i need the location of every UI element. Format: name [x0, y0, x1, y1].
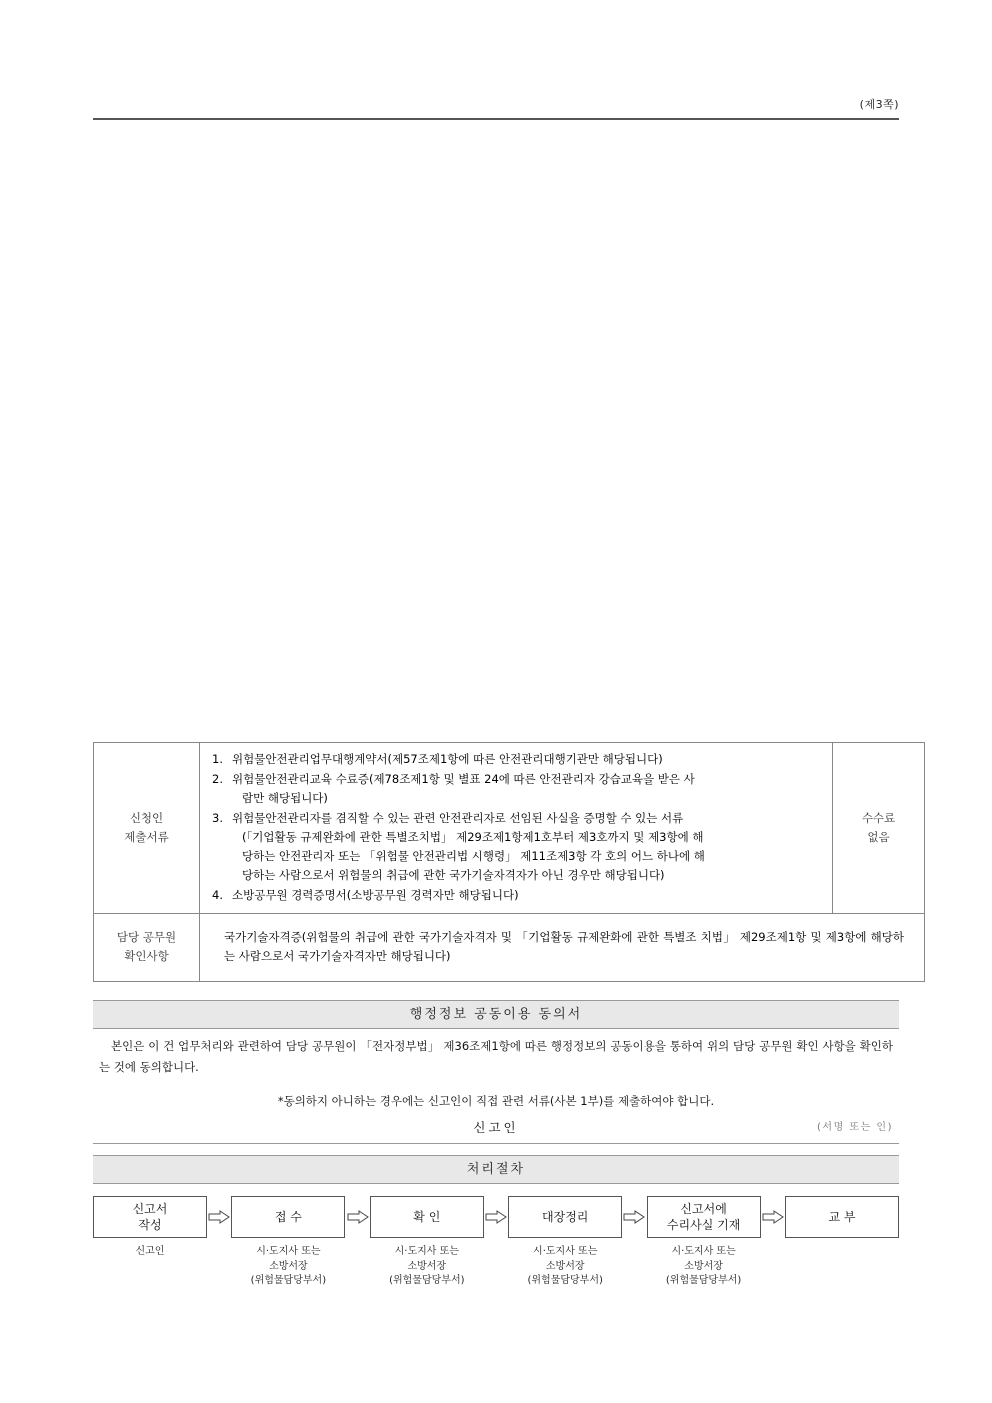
flow-box [508, 1196, 622, 1238]
list-item-text [232, 809, 822, 885]
applicant-documents-list [200, 743, 833, 914]
arrow-right-icon [484, 1196, 508, 1238]
flow-box [231, 1196, 345, 1238]
signer-label: 신고인 [473, 1119, 519, 1135]
flow-step-application [93, 1196, 207, 1260]
fee-value: 없음 [867, 829, 890, 844]
text-line: 국가기술자격증(위험물의 취급에 관한 국가기술자격자 및 「기업활동 규제완화에 관한 특별조 [224, 929, 697, 944]
flow-box [93, 1196, 207, 1238]
process-section-title: 처리절차 [93, 1155, 899, 1184]
signer-row [93, 1116, 899, 1138]
submission-documents-table [93, 742, 925, 982]
row-label-applicant-documents [94, 743, 200, 914]
list-item [212, 750, 822, 769]
flow-box-line: 수리사실 기재 [666, 1218, 741, 1232]
table-row-official-verification [94, 913, 925, 981]
list-item-number: 1. [212, 752, 223, 766]
top-divider [93, 118, 899, 120]
list-item-text [232, 886, 822, 905]
flow-box-line: 확 인 [413, 1209, 441, 1224]
text-line: 위험물안전관리교육 수료증(제78조제1항 및 별표 24에 따른 안전관리자 강습교육을 받은 사 [232, 771, 695, 786]
text-line: 람만 해당됩니다) [242, 790, 328, 805]
table-row-applicant-documents [94, 743, 925, 914]
flow-sub-line: (위험물담당부서) [665, 1275, 742, 1286]
signature-hint: (서명 또는 인) [817, 1121, 893, 1133]
official-verification-text [200, 913, 925, 981]
flow-box-line: 교 부 [828, 1209, 856, 1224]
flow-sub-line: 시·도지사 또는 [394, 1246, 459, 1257]
flow-sub [251, 1245, 326, 1289]
flow-box [785, 1196, 899, 1238]
label-line: 제출서류 [124, 829, 169, 844]
flow-box-line: 신고서에 [680, 1201, 727, 1216]
consent-note: *동의하지 아니하는 경우에는 신고인이 직접 관련 서류(사본 1부)를 제출하여야 합니다. [277, 1093, 715, 1108]
arrow-right-icon [622, 1196, 646, 1238]
text-line: 당하는 사람으로서 위험물의 취급에 관한 국가기술자격자가 아닌 경우만 해당됩니다) [242, 867, 665, 882]
list-item-number: 4. [212, 887, 223, 902]
list-item-number: 3. [212, 810, 223, 825]
label-line: 신청인 [129, 810, 164, 825]
flow-sub-line: (위험물담당부서) [250, 1275, 327, 1286]
flow-step-verification [370, 1196, 484, 1289]
flow-sub [135, 1245, 164, 1260]
list-item [212, 770, 822, 808]
row-label-official-verification [94, 913, 200, 981]
text-line: (「기업활동 규제완화에 관한 특별조치법」 제29조제1항제1호부터 제3호까지 및 제3항에 해 [242, 829, 704, 844]
flow-sub-line: (위험물담당부서) [527, 1275, 603, 1286]
consent-paragraph: 본인은 이 건 업무처리와 관련하여 담당 공무원이 「전자정부법」 제36조제1항에 따른 행정정보의 공동이용을 통하여 위의 담당 공무원 확인 사항을 확인하는 것에 동의합니다. [99, 1039, 893, 1075]
consent-bottom-divider [93, 1143, 899, 1144]
label-line: 확인사항 [124, 949, 169, 964]
list-item [212, 809, 822, 885]
flow-sub [527, 1245, 602, 1289]
arrow-right-icon [207, 1196, 231, 1238]
text-line: 당하는 안전관리자 또는 「위험물 안전관리법 시행령」 제11조제3항 각 호의 어느 하나에 해 [242, 848, 705, 863]
flow-box [647, 1196, 761, 1238]
fee-label: 수수료 [861, 810, 896, 825]
flow-sub-line: 소방서장 [684, 1260, 723, 1272]
flow-step-issue [785, 1196, 899, 1245]
page-number: (제3쪽) [859, 98, 899, 111]
text-line: 치법」 제29조제1항 및 제3항에 해당하는 사람으로서 국가기술자격자만 해당됩니다) [224, 929, 905, 964]
flow-sub-line: (위험물담당부서) [389, 1275, 465, 1286]
flow-sub-line: 소방서장 [269, 1260, 308, 1272]
list-item-text [232, 770, 822, 808]
flow-box-line: 작성 [138, 1218, 162, 1232]
list-item-number: 2. [212, 771, 223, 786]
process-flow [93, 1196, 899, 1289]
flow-step-register [508, 1196, 622, 1289]
text-line: 소방공무원 경력증명서(소방공무원 경력자만 해당됩니다) [232, 887, 519, 902]
flow-sub-line: 소방서장 [545, 1260, 585, 1272]
list-item-text [232, 750, 822, 769]
flow-sub-line: 시·도지사 또는 [671, 1246, 736, 1257]
fee-cell [833, 743, 925, 914]
flow-box-line: 접 수 [274, 1209, 302, 1224]
consent-section [93, 1036, 899, 1138]
flow-sub [666, 1245, 741, 1289]
label-line: 담당 공무원 [116, 930, 177, 945]
flow-box-line: 대장정리 [542, 1209, 589, 1224]
flow-sub-line: 시·도지사 또는 [256, 1246, 321, 1257]
flow-box-line: 신고서 [132, 1201, 168, 1216]
text-line: 위험물안전관리업무대행계약서(제57조제1항에 따른 안전관리대행기관만 해당됩니다) [232, 752, 663, 766]
flow-step-receipt [231, 1196, 345, 1289]
flow-sub-line: 시·도지사 또는 [533, 1246, 598, 1257]
flow-step-record-acceptance [647, 1196, 761, 1289]
consent-section-title: 행정정보 공동이용 동의서 [93, 1000, 899, 1029]
flow-sub-line: 소방서장 [407, 1260, 447, 1272]
flow-box [370, 1196, 484, 1238]
verification-body [212, 921, 914, 974]
arrow-right-icon [761, 1196, 785, 1238]
arrow-right-icon [345, 1196, 369, 1238]
flow-sub-line: 신고인 [135, 1246, 165, 1257]
text-line: 위험물안전관리자를 겸직할 수 있는 관련 안전관리자로 선임된 사실을 증명할 수 있는 서류 [232, 810, 684, 825]
flow-sub [389, 1245, 464, 1289]
list-item [212, 886, 822, 905]
